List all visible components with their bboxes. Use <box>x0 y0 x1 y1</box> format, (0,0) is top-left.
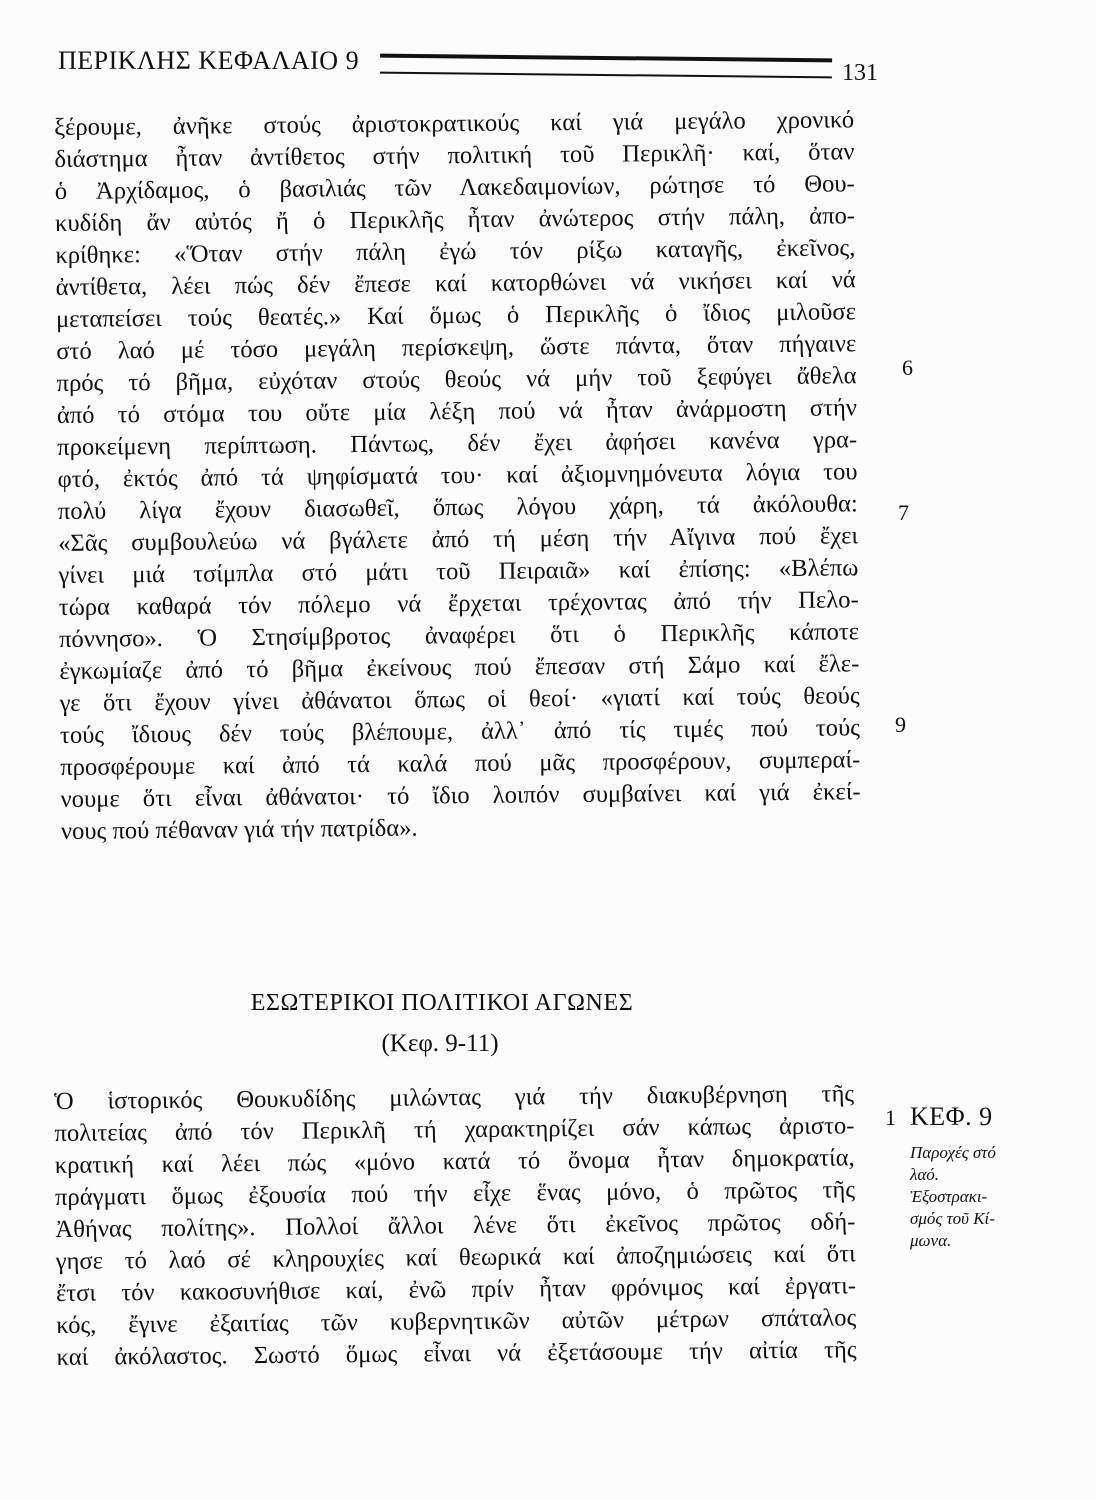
text-line: πολύ λίγα ἔχουν διασωθεῖ, ὅπως λόγου χάρη, τά ἀκόλουθα: <box>57 490 858 525</box>
text-line: πρός τό βῆμα, εὐχόταν στούς θεούς νά μήν τοῦ ξεφύγει ἄθελα <box>56 362 857 397</box>
margin-summary-line: λαό. <box>910 1165 940 1184</box>
text-line: μεταπείσει τούς θεατές.» Καί ὅμως ὁ Περικλῆς ὁ ἴδιος μιλοῦσε <box>55 298 857 333</box>
margin-number: 9 <box>895 712 906 737</box>
text-line: πολιτείας ἀπό τόν Περικλῆ τή χαρακτηρίζει σάν κάπως ἀριστο- <box>54 1112 855 1147</box>
text-line: ἀντίθετα, λέει πώς δέν ἔπεσε καί κατορθώνει νά νικήσει καί νά <box>55 266 856 301</box>
text-line: φτό, ἐκτός ἀπό τά ψηφίσματά του· καί ἀξιομνημόνευτα λόγια του <box>57 458 858 493</box>
text-line: προσφέρουμε καί ἀπό τά καλά πού μᾶς προσφέρουν, συμπεραί- <box>60 746 861 781</box>
margin-summary <box>910 1142 1050 1252</box>
text-line: γε ὅτι ἔχουν γίνει ἀθάνατοι ὅπως οἱ θεοί· «γιατί καί τούς θεούς <box>59 682 860 717</box>
margin-chapter-label: ΚΕΦ. 9 <box>910 1102 993 1131</box>
margin-summary-line: μωνα. <box>910 1231 952 1250</box>
running-title: ΠΕΡΙΚΛΗΣ ΚΕΦΑΛΑΙΟ 9 <box>58 46 360 75</box>
margin-note <box>910 1102 1070 1252</box>
text-line: Ὁ ἱστορικός Θουκυδίδης μιλώντας γιά τήν διακυβέρνηση τῆς <box>54 1080 855 1115</box>
text-line: προκείμενη περίπτωση. Πάντως, δέν ἔχει ἀφήσει κανένα γρα- <box>57 426 858 461</box>
section-subtitle: (Κεφ. 9-11) <box>381 1030 499 1057</box>
text-line: νους πού πέθαναν γιά τήν πατρίδα». <box>60 814 418 845</box>
text-line: ἔτσι τόν κακοσυνήθισε καί, ἐνῶ πρίν ἦταν φρόνιμος καί ἐργατι- <box>55 1272 857 1307</box>
text-line: κρατική καί λέει πώς «μόνο κατά τό ὄνομα ἦταν δημοκρατία, <box>54 1144 855 1179</box>
text-line: κρίθηκε: «Ὅταν στήν πάλη ἐγώ τόν ρίξω καταγῆς, ἐκεῖνος, <box>55 234 856 269</box>
text-line: πράγματι ὅμως ἐξουσία πού τήν εἶχε ἕνας μόνο, ὁ πρῶτος τῆς <box>54 1176 856 1211</box>
text-line: γίνει μιά τσίμπλα στό μάτι τοῦ Πειραιᾶ» καί ἐπίσης: «Βλέπω <box>58 554 859 589</box>
text-line: ὁ Ἀρχίδαμος, ὁ βασιλιάς τῶν Λακεδαιμονίων, ρώτησε τό Θου- <box>54 170 855 205</box>
margin-summary-line: σμός τοῦ Κί- <box>910 1209 995 1228</box>
page-number: 131 <box>842 60 878 86</box>
text-line: νουμε ὅτι εἶναι ἀθάνατοι· τό ἴδιο λοιπόν συμβαίνει καί γιά ἐκεί- <box>60 778 861 813</box>
text-line: γησε τό λαό σέ κληρουχίες καί θεωρικά καί ἀποζημιώσεις καί ὅτι <box>55 1240 856 1275</box>
margin-number: 7 <box>898 500 909 525</box>
text-line: ξέρουμε, ἀνῆκε στούς ἀριστοκρατικούς καί γιά μεγάλο χρονικό <box>54 106 855 141</box>
chapter-paragraph <box>54 1078 857 1374</box>
text-line: Ἀθήνας πολίτης». Πολλοί ἄλλοι λένε ὅτι ἐκεῖνος πρῶτος οδή- <box>55 1208 856 1243</box>
text-line: ἐγκωμίαζε ἀπό τό βῆμα ἐκείνους πού ἔπεσαν στή Σάμο καί ἔλε- <box>59 650 860 685</box>
margin-number: 6 <box>902 355 913 380</box>
text-line: τώρα καθαρά τόν πόλεμο νά ἔρχεται τρέχοντας ἀπό τήν Πελο- <box>58 586 859 621</box>
text-line: «Σᾶς συμβουλεύω νά βγάλετε ἀπό τή μέση τήν Αἴγινα πού ἔχει <box>58 522 859 557</box>
text-line: καί ἀκόλαστος. Σωστό ὅμως εἶναι νά ἐξετάσουμε τήν αἰτία τῆς <box>56 1336 857 1371</box>
margin-summary-line: Ἐξοστρακι- <box>910 1187 988 1206</box>
text-line: κός, ἔγινε ἐξαιτίας τῶν κυβερνητικῶν αὐτῶν μέτρων σπάταλος <box>56 1304 857 1339</box>
text-line: ἀπό τό στόμα του οὔτε μία λέξη πού νά ἦταν ἀνάρμοστη στήν <box>56 394 858 429</box>
text-line: κυδίδη ἄν αὐτός ἤ ὁ Περικλῆς ἦταν ἀνώτερος στήν πάλη, ἀπο- <box>54 202 856 237</box>
margin-summary-line: Παροχές στό <box>910 1143 996 1162</box>
header-rule <box>380 54 832 79</box>
text-line: τούς ἴδιους δέν τούς βλέπουμε, ἀλλ᾽ ἀπό τίς τιμές πού τούς <box>59 714 861 749</box>
margin-number: 1 <box>885 1105 896 1130</box>
text-line: διάστημα ἦταν ἀντίθετος στήν πολιτική τοῦ Περικλῆ· καί, ὅταν <box>54 138 855 173</box>
running-head <box>58 38 878 88</box>
section-title: ΕΣΩΤΕΡΙΚΟΙ ΠΟΛΙΤΙΚΟΙ ΑΓΩΝΕΣ <box>250 990 634 1016</box>
text-line: στό λαό μέ τόσο μεγάλη περίσκεψη, ὥστε πάντα, ὅταν πήγαινε <box>56 330 857 365</box>
paragraph-continuation <box>54 104 861 848</box>
text-line: πόννησο». Ὁ Στησίμβροτος ἀναφέρει ὅτι ὁ Περικλῆς κάποτε <box>58 618 860 653</box>
